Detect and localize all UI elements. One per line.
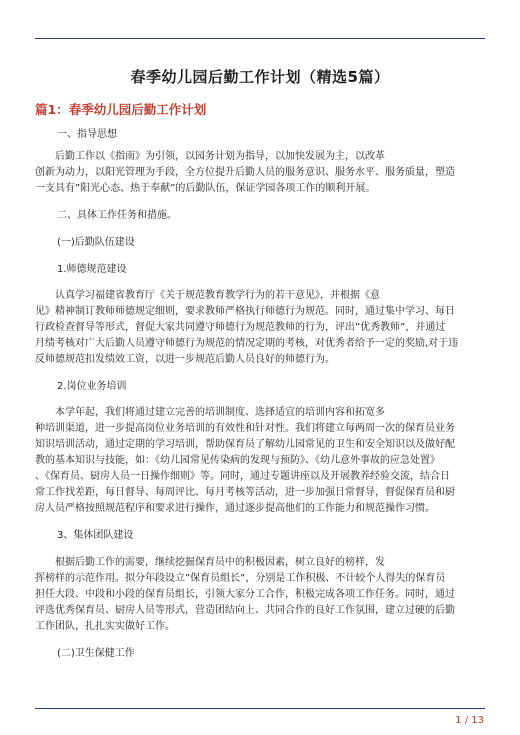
- item-heading: 1.师德规范建设: [57, 264, 127, 275]
- paragraph-line: 担任大段、中段和小段的保育员组长，引领大家分工合作，积极完成各项工作任务。同时，通过: [35, 589, 455, 600]
- paragraph-line: 反师德规范扣发绩效工资，以进一步规范后勤人员良好的师德行为。: [35, 354, 335, 365]
- paragraph-line: 种培训渠道，进一步提高岗位业务培训的有效性和针对性。我们将建立每两周一次的保育员业务: [35, 423, 455, 434]
- paragraph-line: 评选优秀保育员、厨房人员等形式，营造团结向上、共同合作的良好工作氛围，建立过硬的后勤: [35, 605, 455, 616]
- paragraph-line: 行政检查督导等形式，督促大家共同遵守师德行为规范教师的行为，评出”优秀教师”，并通过: [35, 322, 446, 333]
- paragraph-line: 知识培训活动，通过定期的学习培训，帮助保育员了解幼儿园常见的卫生和安全知识以及做好配: [35, 439, 455, 450]
- document-title: 春季幼儿园后勤工作计划（精选5篇）: [130, 68, 390, 86]
- paragraph-line: 一支具有”阳光心态、热于奉献”的后勤队伍，保证学园各项工作的顺利开展。: [35, 183, 376, 194]
- paragraph-line: 创新为动力，以阳光管理为手段，全方位提升后勤人员的服务意识、服务水平、服务质量，塑造: [35, 167, 455, 178]
- paragraph-line: 挥榜样的示范作用。拟分年段设立”保育员组长”，分别是工作积极、不计较个人得失的保育员: [35, 573, 446, 584]
- subsection-heading: (一)后勤队伍建设: [57, 237, 135, 248]
- paragraph-line: 常工作找差距，每日督导、每周评比、每月考核等活动，进一步加强日常督导，督促保育员和厨: [35, 487, 455, 498]
- chapter-title: 篇1：春季幼儿园后勤工作计划: [35, 102, 207, 117]
- header-rule: [35, 38, 485, 39]
- paragraph-line: 根据后勤工作的需要，继续挖掘保育员中的积极因素，树立良好的榜样，发: [55, 557, 385, 568]
- paragraph-line: 月绩考核对广大后勤人员遵守师德行为规范的情况定期的考核，对优秀者给予一定的奖励,对于违: [35, 338, 459, 349]
- section-heading: 二、具体工作任务和措施。: [57, 210, 177, 221]
- paragraph-line: 认真学习福建省教育厅《关于规范教育教学行为的若干意见》，并根据《意: [55, 290, 380, 301]
- subsection-heading: (二)卫生保健工作: [57, 648, 135, 659]
- paragraph-line: 本学年起，我们将通过建立完善的培训制度、选择适宜的培训内容和拓宽多: [55, 407, 385, 418]
- paragraph-line: 工作团队，扎扎实实做好工作。: [35, 621, 175, 632]
- page-number: 1 / 13: [455, 715, 484, 726]
- item-heading: 3、集体团队建设: [57, 530, 134, 541]
- paragraph-line: 见》精神制订教师师德规定细则，要求教师严格执行师德行为规范。同时，通过集中学习、每日: [35, 306, 455, 317]
- paragraph-line: 教的基本知识与技能，如：《幼儿园常见传染病的发现与预防》、《幼儿意外事故的应急处置》: [35, 455, 440, 466]
- section-heading: 一、指导思想: [57, 129, 117, 140]
- paragraph-line: 房人员严格按照规范程序和要求进行操作，通过逐步提高他们的工作能力和规范操作习惯。: [35, 503, 435, 514]
- paragraph-line: 、《保育员、厨房人员一日操作细则》等。同时，通过专题讲座以及开展教养经验交流，结合日: [35, 471, 450, 482]
- item-heading: 2.岗位业务培训: [57, 381, 127, 392]
- paragraph-line: 后勤工作以《指南》为引领，以园务计划为指导，以加快发展为主，以改革: [55, 151, 385, 162]
- footer-rule: [35, 708, 485, 709]
